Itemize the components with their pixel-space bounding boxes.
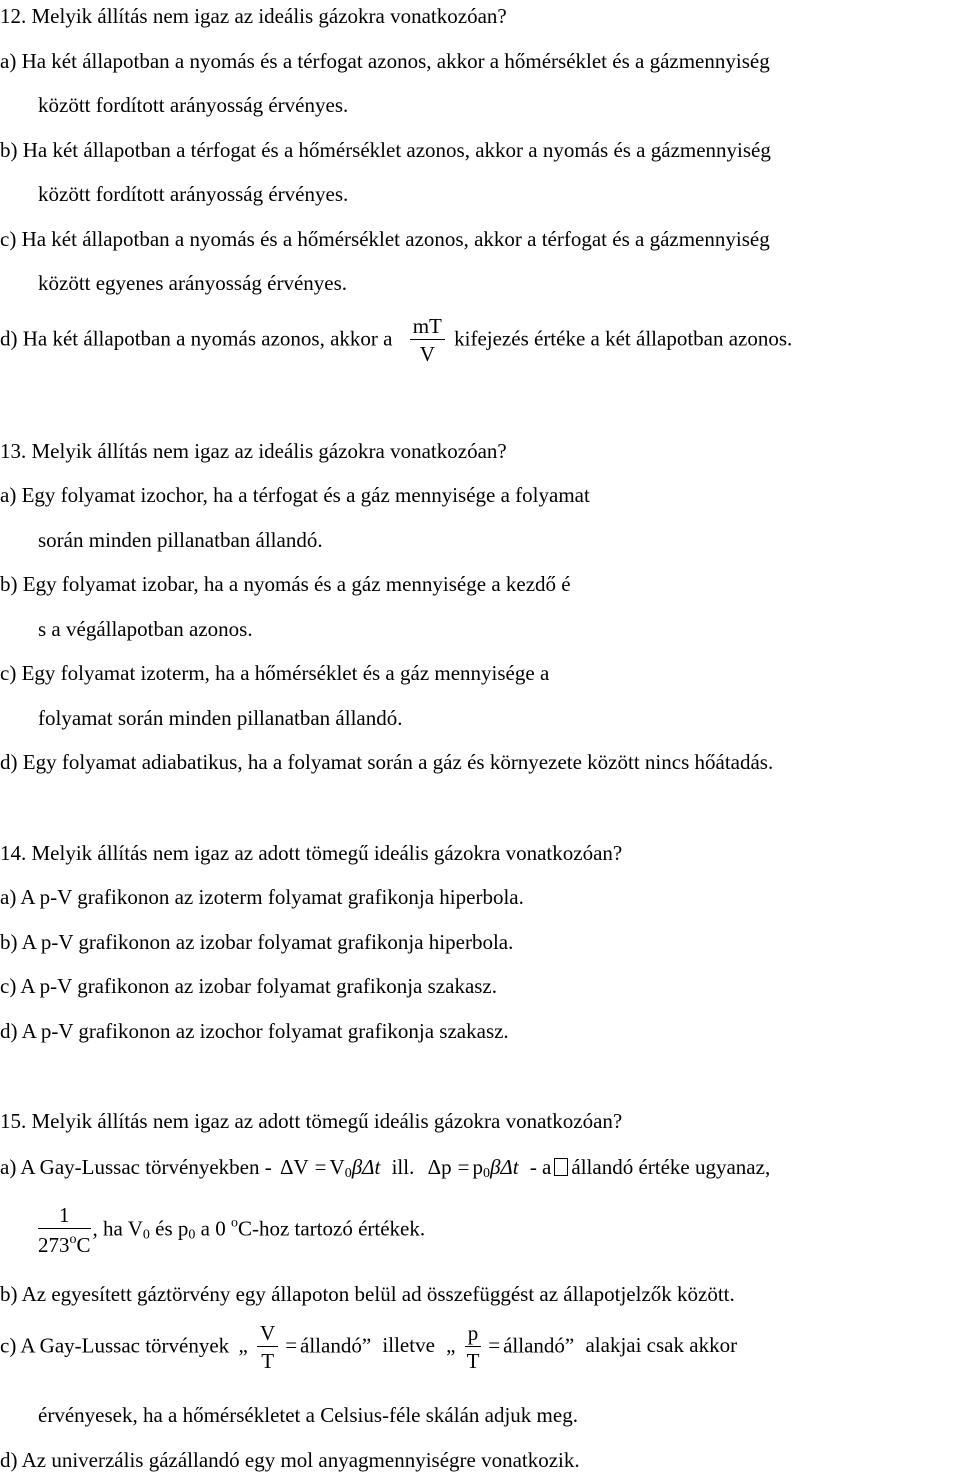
q12-d-numerator: mT [410,316,445,340]
q12-option-a: a) Ha két állapotban a nyomás és a térfogat azonos, akkor a hőmérséklet és a gázmennyiség [0,49,770,73]
q15-option-b: b) Az egyesített gáztörvény egy állapoton belül ad összefüggést az állapotjelzők között. [0,1282,735,1306]
q15-a-ill: ill. [391,1155,415,1179]
q15-a-text-post: állandó értéke ugyanaz, [571,1155,771,1179]
q15-c-quote2: „ [446,1333,456,1358]
q15-c-fraction2-numerator: p [465,1323,482,1347]
q13-title: 13. Melyik állítás nem igaz az ideális gázokra vonatkozóan? [0,439,507,463]
q15-c-text-pre: c) A Gay-Lussac törvények [0,1333,230,1358]
q12-d-text-post: kifejezés értéke a két állapotban azonos. [454,326,793,351]
q12-option-b-cont: között fordított arányosság érvényes. [38,182,349,206]
q15-a-eq1-v: V [329,1155,345,1179]
q14-option-a: a) A p-V grafikonon az izoterm folyamat grafikonja hiperbola. [0,885,524,909]
q13-option-b: b) Egy folyamat izobar, ha a nyomás és a gáz mennyisége a kezdő é [0,572,571,596]
q15-a-fraction-numerator: 1 [38,1205,91,1229]
q15-a2-text1: , ha V [92,1216,143,1241]
q15-a-eq1-sub: 0 [344,1166,352,1181]
q15-a2-sub2: 0 [188,1227,196,1243]
q15-a-den-value: 273 [38,1233,70,1257]
q15-a-eq2-p: p [472,1155,483,1179]
q12-option-a-cont: között fordított arányosság érvényes. [38,93,349,117]
q15-option-a [0,1157,770,1181]
q15-option-c-cont: érvényesek, ha a hőmérsékletet a Celsius-féle skálán adjuk meg. [38,1403,578,1427]
q13-option-a-cont: során minden pillanatban állandó. [38,528,323,552]
q12-option-c-cont: között egyenes arányosság érvényes. [38,271,348,295]
q15-a2-sub1: 0 [142,1227,150,1243]
q14-option-b: b) A p-V grafikonon az izobar folyamat grafikonja hiperbola. [0,930,514,954]
q15-a-fraction [38,1205,91,1256]
q15-a-eq1-equals: = [314,1155,327,1179]
q15-c-text-post: alakjai csak akkor [585,1333,738,1358]
q15-a-eq2-rest: βΔt [489,1155,519,1179]
q12-option-c: c) Ha két állapotban a nyomás és a hőmérséklet azonos, akkor a térfogat és a gázmennyiség [0,227,770,251]
q12-d-fraction [410,316,445,365]
q15-option-a-cont [38,1205,425,1256]
q15-title: 15. Melyik állítás nem igaz az adott tömegű ideális gázokra vonatkozóan? [0,1109,623,1133]
q15-a-eq1-lhs: ΔV [280,1155,309,1179]
q12-d-denominator: V [419,342,435,366]
q15-a-den-degree: o [69,1232,77,1247]
q15-a2-text4: C-hoz tartozó értékek. [237,1216,426,1241]
q15-c-fraction1 [257,1323,278,1372]
q12-d-text-pre: d) Ha két állapotban a nyomás azonos, akkor a [0,326,393,351]
q15-a-text-pre: a) A Gay-Lussac törvényekben - [0,1155,272,1179]
q15-c-fraction1-denominator: T [261,1349,275,1373]
q15-c-fraction2 [465,1323,482,1372]
q15-c-quote1: „ [238,1333,248,1358]
q15-a2-text3: a 0 [195,1216,231,1241]
q15-a-eq1-rest: βΔt [351,1155,381,1179]
q15-c-allando1: állandó” [300,1333,372,1358]
q15-c-illetve: illetve [382,1333,435,1358]
q12-option-b: b) Ha két állapotban a térfogat és a hőmérséklet azonos, akkor a nyomás és a gázmennyiség [0,138,771,162]
q15-c-fraction1-numerator: V [257,1323,278,1347]
q15-c-fraction2-denominator: T [466,1349,480,1373]
q13-option-a: a) Egy folyamat izochor, ha a térfogat és a gáz mennyisége a folyamat [0,483,590,507]
q15-c-equals2: = [488,1333,501,1358]
q14-option-c: c) A p-V grafikonon az izobar folyamat grafikonja szakasz. [0,974,498,998]
q15-c-allando2: állandó” [503,1333,575,1358]
q13-option-d: d) Egy folyamat adiabatikus, ha a folyamat során a gáz és környezete között nincs hőátadás. [0,750,774,774]
q15-a-fraction-denominator [38,1229,91,1256]
q14-option-d: d) A p-V grafikonon az izochor folyamat grafikonja szakasz. [0,1019,509,1043]
q15-a-mid: - a [529,1155,552,1179]
missing-glyph-icon [554,1158,568,1176]
q12-option-d [0,316,792,365]
q15-c-equals1: = [285,1333,298,1358]
q15-a-eq2-lhs: Δp [427,1155,452,1179]
q12-title: 12. Melyik állítás nem igaz az ideális gázokra vonatkozóan? [0,4,507,28]
q15-a-eq2-equals: = [457,1155,470,1179]
q15-a2-degree: o [230,1215,238,1231]
q15-a-den-unit: C [76,1233,91,1257]
q15-option-d: d) Az univerzális gázállandó egy mol anyagmennyiségre vonatkozik. [0,1448,580,1472]
q15-a2-text2: és p [149,1216,189,1241]
q15-a-eq2-sub: 0 [482,1166,490,1181]
q13-option-c: c) Egy folyamat izoterm, ha a hőmérséklet és a gáz mennyisége a [0,661,550,685]
q13-option-c-cont: folyamat során minden pillanatban állandó. [38,706,403,730]
q14-title: 14. Melyik állítás nem igaz az adott tömegű ideális gázokra vonatkozóan? [0,841,623,865]
q13-option-b-cont: s a végállapotban azonos. [38,617,253,641]
q15-option-c [0,1323,737,1372]
